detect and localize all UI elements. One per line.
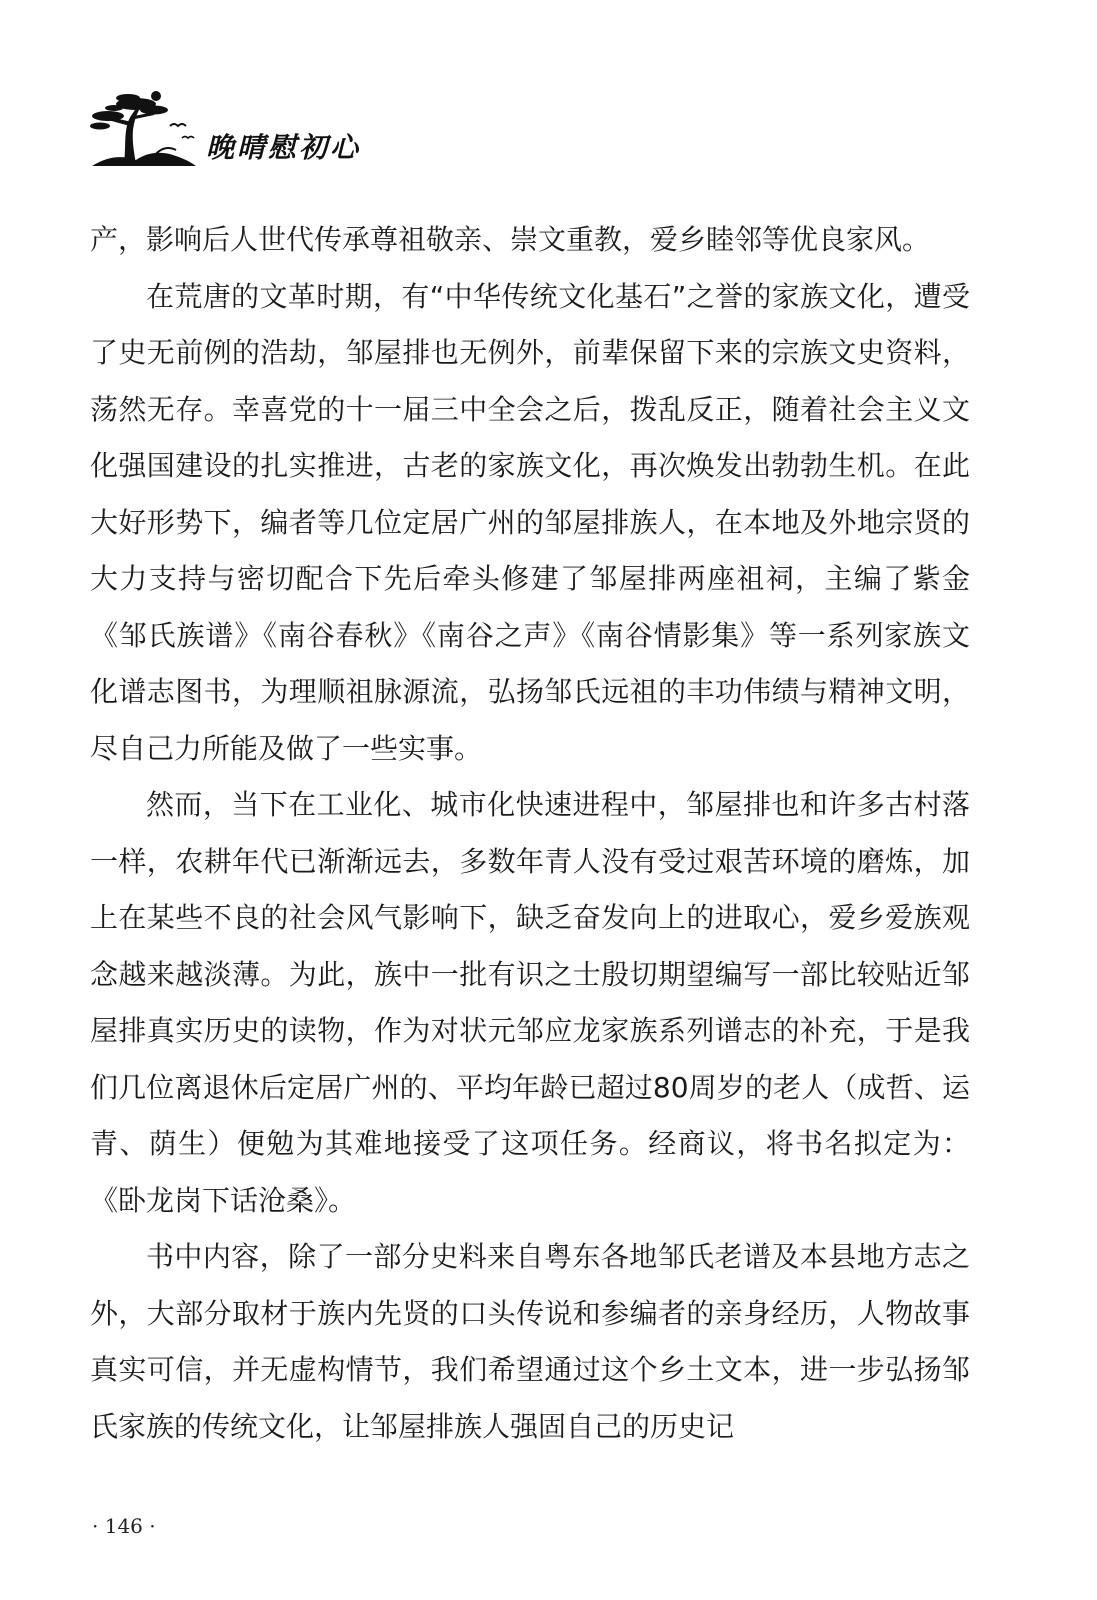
paragraph: 书中内容，除了一部分史料来自粤东各地邹氏老谱及本县地方志之外，大部分取材于族内先贤的口头传说和参编者的亲身经历，人物故事真实可信，并无虚构情节，我们希望通过这个乡土文本，进一步弘扬邹氏家族的传统文化，让邹屋排族人强固自己的历史记 — [90, 1240, 970, 1443]
paragraph: 在荒唐的文革时期，有“中华传统文化基石”之誉的家族文化，遭受了史无前例的浩劫，邹屋排也无例外，前辈保留下来的宗族文史资料，荡然无存。幸喜党的十一届三中全会之后，拨乱反正，随着社会主义文化强国建设的扎实推进，古老的家族文化，再次焕发出勃勃生机。在此大好形势下，编者等几位定居广州的邹屋排族人，在本地及外地宗贤的大力支持与密切配合下先后牵头修建了邹屋排两座祖祠，主编了紫金《邹氏族谱》《南谷春秋》《南谷之声》《南谷情影集》等一系列家族文化谱志图书，为理顺祖脉源流，弘扬邹氏远祖的丰功伟绩与精神文明，尽自己力所能及做了一些实事。 — [90, 279, 970, 765]
pine-tree-landscape-icon — [84, 86, 202, 170]
paragraph: 然而，当下在工业化、城市化快速进程中，邹屋排也和许多古村落一样，农耕年代已渐渐远去，多数年青人没有受过艰苦环境的磨炼，加上在某些不良的社会风气影响下，缺乏奋发向上的进取心，爱乡爱族观念越来越淡薄。为此，族中一批有识之士殷切期望编写一部比较贴近邹屋排真实历史的读物，作为对状元邹应龙家族系列谱志的补充，于是我们几位离退休后定居广州的、平均年龄已超过80周岁的老人（成哲、运青、荫生）便勉为其难地接受了这项任务。经商议，将书名拟定为：《卧龙岗下话沧桑》。 — [90, 788, 970, 1217]
running-title: 晚晴慰初心 — [206, 131, 362, 164]
body-text — [90, 212, 970, 1455]
page-number: · 146 · — [92, 1514, 156, 1538]
running-header — [84, 86, 424, 176]
paragraph: 产，影响后人世代传承尊祖敬亲、崇文重教，爱乡睦邻等优良家风。 — [90, 223, 931, 256]
